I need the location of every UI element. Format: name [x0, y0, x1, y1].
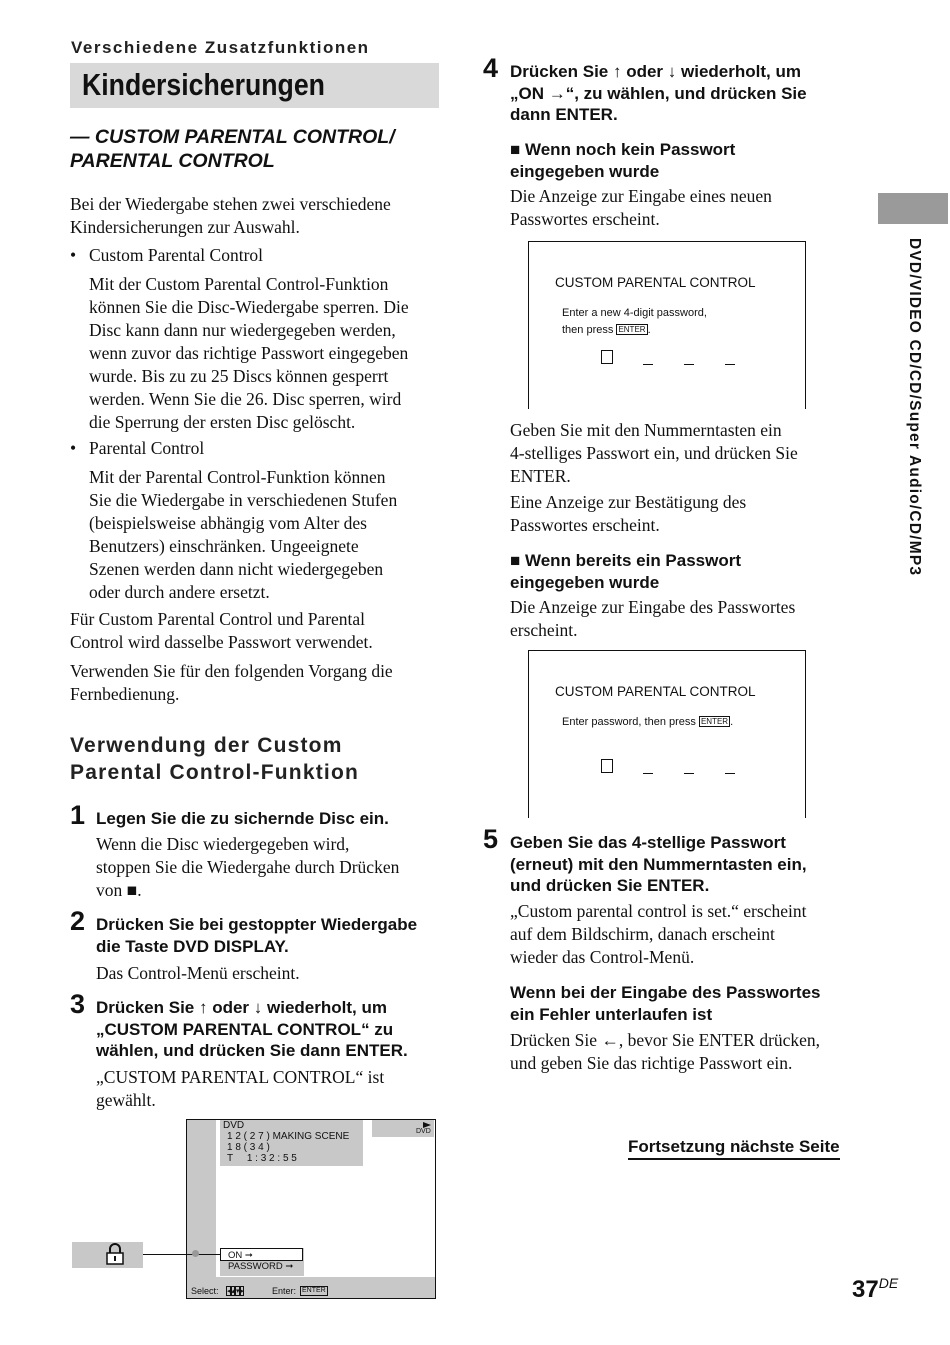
- page-number: [852, 1268, 898, 1305]
- bullet-2-text: [89, 466, 397, 604]
- subheading-no-password: [510, 139, 735, 183]
- text-line: wählen, und drücken Sie dann ENTER.: [96, 1041, 408, 1060]
- text-line: Passwortes erscheint.: [510, 515, 660, 535]
- menu-footer-enter: Enter:: [272, 1286, 297, 1296]
- text-line: Kindersicherungen zur Auswahl.: [70, 217, 300, 237]
- step-4-heading: [510, 61, 807, 126]
- password-digit-box[interactable]: [601, 759, 613, 773]
- text-line: Mit der Parental Control-Funktion können: [89, 467, 386, 487]
- screen-title: CUSTOM PARENTAL CONTROL: [555, 275, 756, 290]
- screen-line-2-text: then press: [562, 324, 614, 336]
- heading-line: Verwendung der Custom: [70, 734, 343, 757]
- bullet-2: [70, 437, 76, 460]
- callout-dot: [192, 1250, 199, 1257]
- text-line: „Custom parental control is set.“ erscheint: [510, 901, 807, 921]
- side-tab-marker: [878, 193, 948, 224]
- text-line: erscheint.: [510, 620, 578, 640]
- password-digit-dash: [684, 364, 694, 365]
- password-digit-dash: [725, 364, 735, 365]
- text-line: Wenn die Disc wiedergegeben wird,: [96, 834, 350, 854]
- screen-title: CUSTOM PARENTAL CONTROL: [555, 684, 756, 699]
- screen-line-1: Enter password, then press ENTER .: [562, 716, 734, 728]
- bullet-2-title: Parental Control: [89, 438, 205, 458]
- control-menu-screen: [186, 1119, 436, 1299]
- callout-line: [143, 1254, 221, 1255]
- paragraph-password: [70, 608, 373, 654]
- text-line: Drücken Sie ↑ oder ↓ wiederholt, um: [510, 62, 801, 81]
- step-3-heading: [96, 997, 408, 1062]
- confirm-text: [510, 491, 746, 537]
- text-line: Drücken Sie bei gestoppter Wiedergabe: [96, 915, 418, 934]
- new-password-screen: [528, 241, 806, 409]
- text-line: Fernbedienung.: [70, 684, 180, 704]
- page-title: Kindersicherungen: [82, 67, 325, 102]
- option-on[interactable]: ON ➞: [220, 1248, 303, 1261]
- text-line: oder durch andere ersetzt.: [89, 582, 270, 602]
- page-subtitle: [70, 125, 395, 173]
- text-line: Wenn bei der Eingabe des Passwortes: [510, 983, 821, 1002]
- page-number-value: 37: [852, 1276, 879, 1303]
- password-digit-dash: [643, 364, 653, 365]
- step-1-text: [96, 833, 399, 902]
- menu-footer-select: Select:: [191, 1286, 219, 1296]
- text-line: wieder das Control-Menü.: [510, 947, 695, 967]
- text-line: ■ Wenn noch kein Passwort: [510, 140, 736, 159]
- text-line: Drücken Sie ←, bevor Sie ENTER drücken,: [510, 1030, 821, 1050]
- heading-line: Parental Control-Funktion: [70, 761, 359, 784]
- text-line: „ON →“, zu wählen, und drücken Sie: [510, 83, 807, 103]
- section-label: Verschiedene Zusatzfunktionen: [71, 38, 370, 57]
- text-line: eingegeben wurde: [510, 162, 660, 181]
- text-line: „CUSTOM PARENTAL CONTROL“ zu: [96, 1019, 394, 1039]
- menu-dvd-label: DVD: [223, 1120, 245, 1131]
- subheading-error: [510, 982, 821, 1026]
- enter-key-icon: ENTER: [618, 325, 646, 334]
- text-line: Drücken Sie ↑ oder ↓ wiederholt, um: [96, 998, 387, 1017]
- section-heading: [70, 732, 359, 786]
- text-line: gewählt.: [96, 1090, 156, 1110]
- text-line: dann ENTER.: [510, 105, 618, 124]
- step-4-number: 4: [483, 53, 499, 83]
- after-screen-1-text: [510, 419, 798, 488]
- step-5-number: 5: [483, 824, 499, 854]
- text-line: auf dem Bildschirm, danach erscheint: [510, 924, 775, 944]
- text-line: wenn zuvor das richtige Passwort eingegeben: [89, 343, 409, 363]
- continue-link[interactable]: Fortsetzung nächste Seite: [628, 1136, 840, 1160]
- text-line: die Taste DVD DISPLAY.: [96, 936, 289, 956]
- text-line: Benutzers) einschränken. Ungeeignete: [89, 536, 359, 556]
- page-number-suffix: DE: [878, 1275, 899, 1291]
- text-line: Eine Anzeige zur Bestätigung des: [510, 492, 747, 512]
- step-5-heading: [510, 832, 807, 897]
- menu-title-line: 1 8 ( 3 4 ): [227, 1142, 270, 1153]
- text-line: und drücken Sie ENTER.: [510, 876, 710, 895]
- text-line: Geben Sie mit den Nummerntasten ein: [510, 420, 782, 440]
- step-3-number: 3: [70, 989, 86, 1019]
- text-line: stoppen Sie die Wiedergahe durch Drücken: [96, 857, 400, 877]
- text-line: Szenen werden dann nicht wiedergegeben: [89, 559, 384, 579]
- subtitle-line-1: — CUSTOM PARENTAL CONTROL/: [70, 126, 395, 148]
- text-line: Sie die Wiedergabe in verschiedenen Stufen: [89, 490, 398, 510]
- text-line: Disc kann dann nur wiedergegeben werden,: [89, 320, 396, 340]
- intro-paragraph: [70, 193, 391, 239]
- subheading-existing-password: [510, 550, 741, 594]
- text-line: ein Fehler unterlaufen ist: [510, 1005, 713, 1024]
- text-line: Verwenden Sie für den folgenden Vorgang die: [70, 661, 393, 681]
- text-line: Passwortes erscheint.: [510, 209, 660, 229]
- text-line: eingegeben wurde: [510, 573, 660, 592]
- enter-key-icon: ENTER: [700, 717, 729, 726]
- text-line: Mit der Custom Parental Control-Funktion: [89, 274, 389, 294]
- text-line: ■ Wenn bereits ein Passwort: [510, 551, 742, 570]
- menu-corner-label: DVD: [416, 1128, 431, 1135]
- existing-password-text: [510, 596, 795, 642]
- menu-icon-column: [187, 1120, 216, 1298]
- text-line: werden. Wenn Sie die 26. Disc sperren, wird: [89, 389, 402, 409]
- bullet-1-text: [89, 273, 409, 434]
- bullet-1: [70, 244, 76, 267]
- menu-time-line: T 1 : 3 2 : 5 5: [227, 1153, 297, 1164]
- screen-line-1-text: Enter password, then press: [562, 716, 696, 728]
- bullet-dot: •: [70, 438, 77, 458]
- screen-line-2: then press ENTER .: [562, 324, 651, 336]
- password-digit-dash: [643, 773, 653, 774]
- menu-chapter-line: 1 2 ( 2 7 ) MAKING SCENE: [227, 1131, 350, 1142]
- password-digit-dash: [684, 773, 694, 774]
- arrow-keys-icon: ◂ ▴ ▾ ▸: [227, 1287, 244, 1295]
- text-line: von ■.: [96, 880, 142, 900]
- bullet-1-title: Custom Parental Control: [89, 245, 264, 265]
- text-line: Die Anzeige zur Eingabe eines neuen: [510, 186, 772, 206]
- text-line: (beispielsweise abhängig vom Alter des: [89, 513, 367, 533]
- text-line: Geben Sie das 4-stellige Passwort: [510, 833, 786, 852]
- text-line: ENTER.: [510, 466, 571, 486]
- enter-key-icon: ENTER: [302, 1287, 326, 1294]
- no-password-text: [510, 185, 772, 231]
- text-line: (erneut) mit den Nummerntasten ein,: [510, 854, 807, 874]
- error-text: [510, 1029, 820, 1075]
- lock-icon: [105, 1243, 125, 1265]
- step-1-heading: Legen Sie die zu sichernde Disc ein.: [96, 809, 389, 828]
- text-line: wurde. Bis zu zu 25 Discs können gesperrt: [89, 366, 389, 386]
- text-line: können Sie die Disc-Wiedergabe sperren. Die: [89, 297, 409, 317]
- paragraph-remote: [70, 660, 393, 706]
- screen-line-1: Enter a new 4-digit password,: [562, 307, 707, 319]
- password-digit-box[interactable]: [601, 350, 613, 364]
- text-line: „CUSTOM PARENTAL CONTROL“ ist: [96, 1067, 385, 1087]
- option-password[interactable]: PASSWORD ➞: [228, 1261, 294, 1272]
- text-line: Die Anzeige zur Eingabe des Passwortes: [510, 597, 796, 617]
- subtitle-line-2: PARENTAL CONTROL: [70, 150, 275, 172]
- text-line: Für Custom Parental Control und Parental: [70, 609, 366, 629]
- step-1-number: 1: [70, 800, 86, 830]
- text-line: die Sperrung der ersten Disc gelöscht.: [89, 412, 356, 432]
- text-line: und geben Sie das richtige Passwort ein.: [510, 1053, 793, 1073]
- step-2-text: Das Control-Menü erscheint.: [96, 963, 300, 983]
- text-line: Control wird dasselbe Passwort verwendet.: [70, 632, 373, 652]
- step-5-text: [510, 900, 806, 969]
- text-line: 4-stelliges Passwort ein, und drücken Sie: [510, 443, 798, 463]
- enter-password-screen: [528, 650, 806, 818]
- step-2-number: 2: [70, 906, 86, 936]
- bullet-dot: •: [70, 245, 77, 265]
- text-line: Bei der Wiedergabe stehen zwei verschiedene: [70, 194, 391, 214]
- step-3-text: [96, 1066, 384, 1112]
- password-digit-dash: [725, 773, 735, 774]
- step-2-heading: [96, 914, 417, 957]
- side-tab-label: DVD/VIDEO CD/CD/Super Audio/CD/MP3: [906, 238, 923, 577]
